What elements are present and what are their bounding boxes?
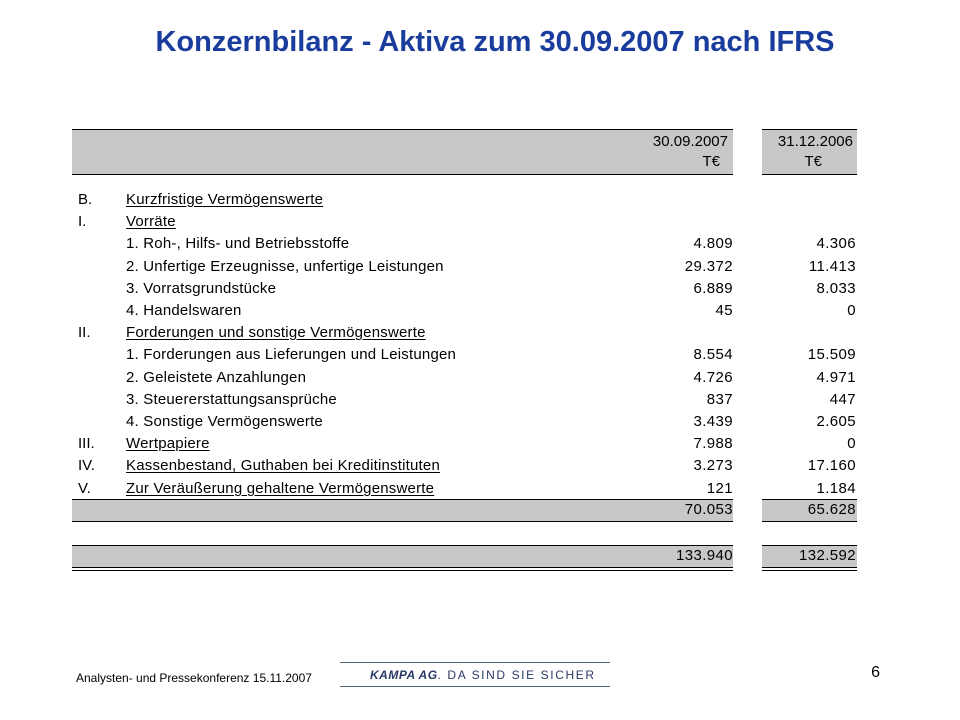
value-2006: 0 — [847, 302, 856, 319]
logo-bottom-line — [340, 686, 610, 687]
section-label: Kurzfristige Vermögenswerte — [126, 191, 324, 208]
value-2006: 4.971 — [816, 369, 856, 386]
row-roman-numeral: V. — [78, 480, 91, 497]
value-2006: 0 — [847, 435, 856, 452]
total-double-rule — [72, 570, 733, 571]
value-2006: 2.605 — [816, 413, 856, 430]
row-roman-numeral: I. — [78, 213, 87, 230]
item-label: 1. Forderungen aus Lieferungen und Leistungen — [126, 346, 457, 363]
total-bottom-rule-2 — [762, 567, 857, 568]
header-top-rule-2 — [762, 129, 857, 130]
value-2007: 837 — [706, 391, 733, 408]
subtotal-bottom-rule — [72, 521, 733, 522]
section-label: Vorräte — [126, 213, 176, 230]
page-title: Konzernbilanz - Aktiva zum 30.09.2007 nach IFRS — [155, 26, 835, 58]
total-value-2006: 132.592 — [798, 547, 856, 564]
section-label: Zur Veräußerung gehaltene Vermögenswerte — [126, 480, 435, 497]
footer-event-text: Analysten- und Pressekonferenz 15.11.2007 — [76, 671, 312, 685]
item-label: 2. Unfertige Erzeugnisse, unfertige Leistungen — [126, 258, 444, 275]
value-2006: 447 — [829, 391, 856, 408]
value-2006: 15.509 — [807, 346, 856, 363]
row-roman-numeral: II. — [78, 324, 91, 341]
item-label: 4. Handelswaren — [126, 302, 242, 319]
section-label: Wertpapiere — [126, 435, 210, 452]
value-2006: 1.184 — [816, 480, 856, 497]
value-2007: 8.554 — [693, 346, 733, 363]
total-top-rule — [72, 545, 733, 546]
row-roman-numeral: B. — [78, 191, 93, 208]
value-2006: 11.413 — [808, 258, 856, 275]
section-label: Kassenbestand, Guthaben bei Kreditinstituten — [126, 457, 441, 474]
logo-brand: KAMPA AG — [370, 668, 438, 682]
value-2006: 17.160 — [807, 457, 856, 474]
header-bottom-rule — [72, 174, 733, 175]
value-2007: 3.273 — [693, 457, 733, 474]
value-2006: 4.306 — [816, 235, 856, 252]
subtotal-value-2006: 65.628 — [807, 501, 856, 518]
logo-text — [370, 668, 596, 682]
logo-top-line — [340, 662, 610, 663]
column-date-2: 31.12.2006 — [777, 133, 853, 150]
value-2007: 121 — [706, 480, 733, 497]
column-unit-1: T€ — [702, 153, 720, 170]
header-bottom-rule-2 — [762, 174, 857, 175]
total-top-rule-2 — [762, 545, 857, 546]
value-2006: 8.033 — [816, 280, 856, 297]
column-date-1: 30.09.2007 — [652, 133, 728, 150]
logo-slogan: . DA SIND SIE SICHER — [437, 668, 596, 682]
total-double-rule-2 — [762, 570, 857, 571]
row-roman-numeral: IV. — [78, 457, 95, 474]
value-2007: 4.809 — [693, 235, 733, 252]
column-unit-2: T€ — [804, 153, 822, 170]
section-label: Forderungen und sonstige Vermögenswerte — [126, 324, 426, 341]
item-label: 4. Sonstige Vermögenswerte — [126, 413, 323, 430]
item-label: 3. Steuererstattungsansprüche — [126, 391, 337, 408]
total-bottom-rule — [72, 567, 733, 568]
value-2007: 29.372 — [684, 258, 733, 275]
subtotal-bottom-rule-2 — [762, 521, 857, 522]
value-2007: 3.439 — [693, 413, 733, 430]
subtotal-value-2007: 70.053 — [684, 501, 733, 518]
value-2007: 4.726 — [693, 369, 733, 386]
value-2007: 7.988 — [693, 435, 733, 452]
value-2007: 6.889 — [693, 280, 733, 297]
subtotal-top-rule — [72, 499, 733, 500]
total-value-2007: 133.940 — [675, 547, 733, 564]
row-roman-numeral: III. — [78, 435, 95, 452]
subtotal-top-rule-2 — [762, 499, 857, 500]
item-label: 3. Vorratsgrundstücke — [126, 280, 277, 297]
company-logo — [340, 662, 610, 688]
page-number: 6 — [871, 664, 880, 681]
header-top-rule — [72, 129, 733, 130]
item-label: 2. Geleistete Anzahlungen — [126, 369, 307, 386]
value-2007: 45 — [715, 302, 733, 319]
item-label: 1. Roh-, Hilfs- und Betriebsstoffe — [126, 235, 350, 252]
